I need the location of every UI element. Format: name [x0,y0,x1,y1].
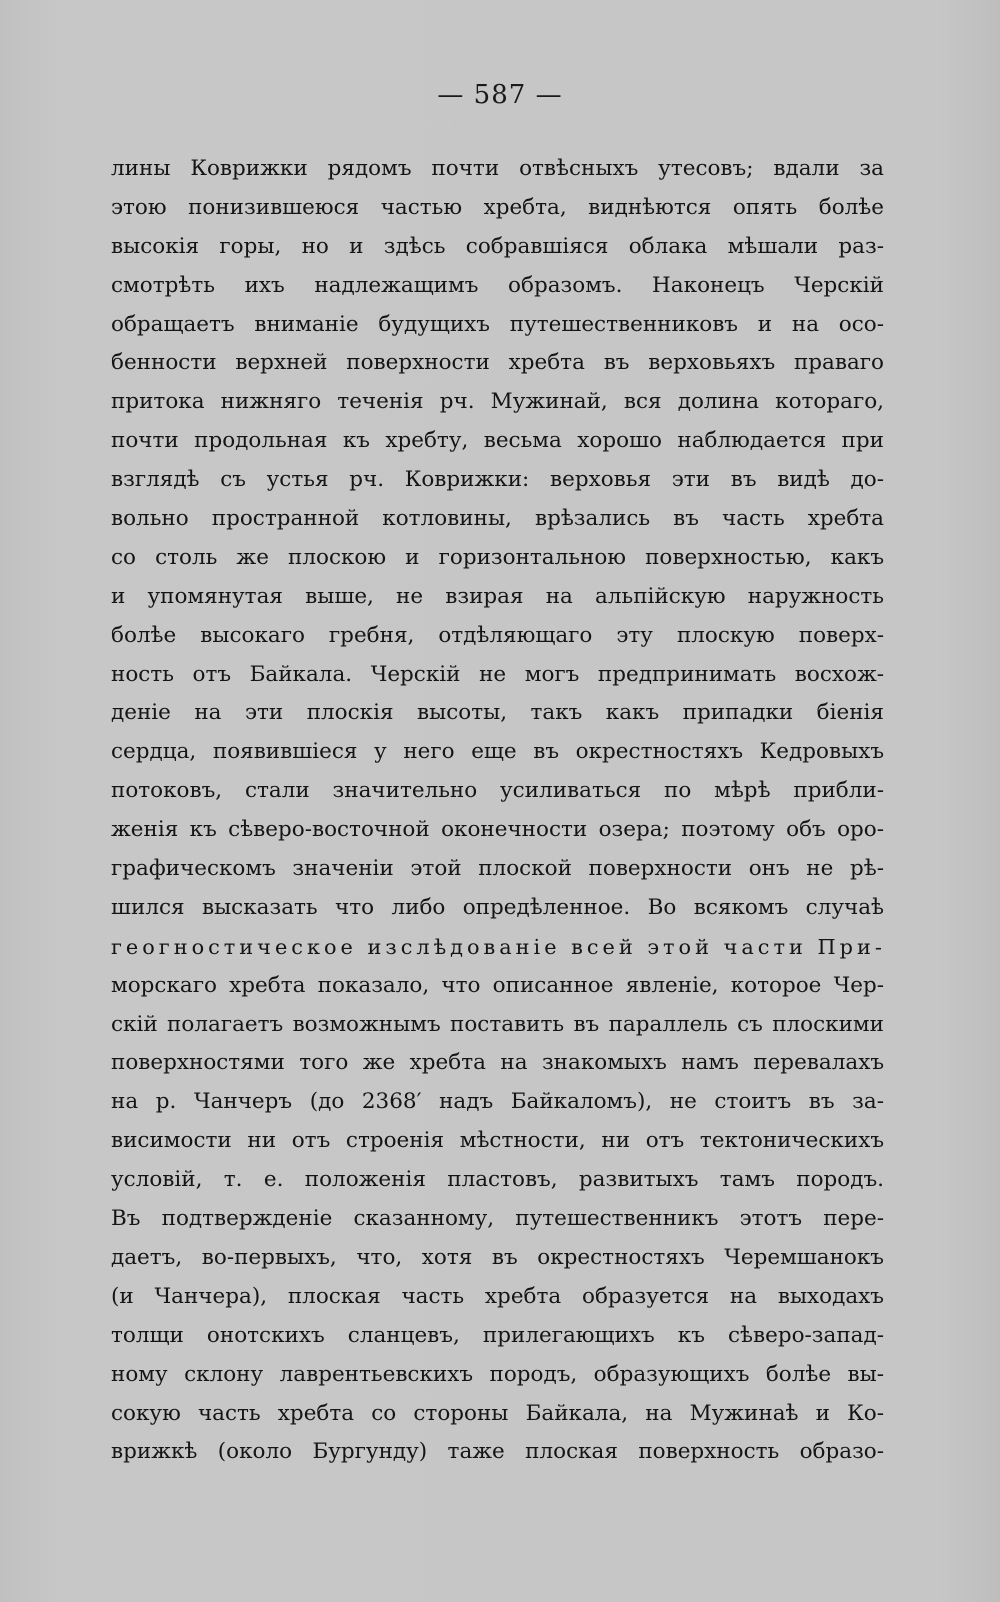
text-line: врижкѣ (около Бургунду) таже плоская поверхность образо- [111,1439,884,1465]
text-line: женія къ сѣверо-восточной оконечности озера; поэтому объ оро- [111,817,884,843]
text-line: (и Чанчера), плоская часть хребта образуется на выходахъ [111,1283,884,1309]
text-line: геогностическое изслѣдованіе всей этой части При- [111,934,886,959]
text-line: на р. Чанчеръ (до 2368′ надъ Байкаломъ), не стоитъ въ за- [111,1089,884,1115]
text-line: взглядѣ съ устья рч. Коврижки: верховья эти въ видѣ до- [111,467,884,493]
text-line: и упомянутая выше, не взирая на альпійскую наружность [111,583,884,609]
text-line: обращаетъ вниманіе будущихъ путешественниковъ и на осо- [111,311,884,337]
page-number: — 587 — [437,80,563,110]
text-line: Въ подтвержденіе сказанному, путешественникъ этотъ пере- [111,1206,884,1232]
text-line: потоковъ, стали значительно усиливаться по мѣрѣ прибли- [111,778,884,804]
text-line: сокую часть хребта со стороны Байкала, на Мужинаѣ и Ко- [111,1400,884,1426]
text-line: почти продольная къ хребту, весьма хорошо наблюдается при [111,428,884,454]
text-line: графическомъ значеніи этой плоской поверхности онъ не рѣ- [111,856,884,882]
text-line: вольно пространной котловины, врѣзались въ часть хребта [111,506,884,532]
text-line: деніе на эти плоскія высоты, такъ какъ припадки біенія [111,700,884,726]
text-line: высокія горы, но и здѣсь собравшіяся облака мѣшали раз- [111,233,884,259]
text-line: висимости ни отъ строенія мѣстности, ни отъ тектоническихъ [111,1128,884,1154]
text-line: шился высказать что либо опредѣленное. Во всякомъ случаѣ [111,894,884,920]
text-line: ному склону лаврентьевскихъ породъ, образующихъ болѣе вы- [111,1361,884,1387]
text-line: бенности верхней поверхности хребта въ верховьяхъ праваго [111,350,884,376]
text-line: ность отъ Байкала. Черскій не могъ предпринимать восхож- [111,661,884,687]
text-line: болѣе высокаго гребня, отдѣляющаго эту плоскую поверх- [111,622,884,648]
text-line: лины Коврижки рядомъ почти отвѣсныхъ утесовъ; вдали за [111,156,884,181]
text-line: притока нижняго теченія рч. Мужинай, вся долина котораго, [111,389,884,415]
text-line: поверхностями того же хребта на знакомыхъ намъ перевалахъ [111,1050,884,1076]
text-line: этою понизившеюся частью хребта, виднѣются опять болѣе [111,194,884,220]
text-line: толщи онотскихъ сланцевъ, прилегающихъ къ сѣверо-запад- [111,1322,884,1348]
text-line: смотрѣть ихъ надлежащимъ образомъ. Наконецъ Черскій [111,272,884,298]
text-line: условій, т. е. положенія пластовъ, развитыхъ тамъ породъ. [111,1167,884,1193]
text-line: морскаго хребта показало, что описанное явленіе, которое Чер- [111,972,884,998]
body-text [111,150,884,1472]
text-line: скій полагаетъ возможнымъ поставить въ параллель съ плоскими [111,1011,884,1037]
text-line: сердца, появившіеся у него еще въ окрестностяхъ Кедровыхъ [111,739,884,765]
text-line: даетъ, во-первыхъ, что, хотя въ окрестностяхъ Черемшанокъ [111,1244,884,1270]
text-line: со столь же плоскою и горизонтальною поверхностью, какъ [111,544,884,570]
